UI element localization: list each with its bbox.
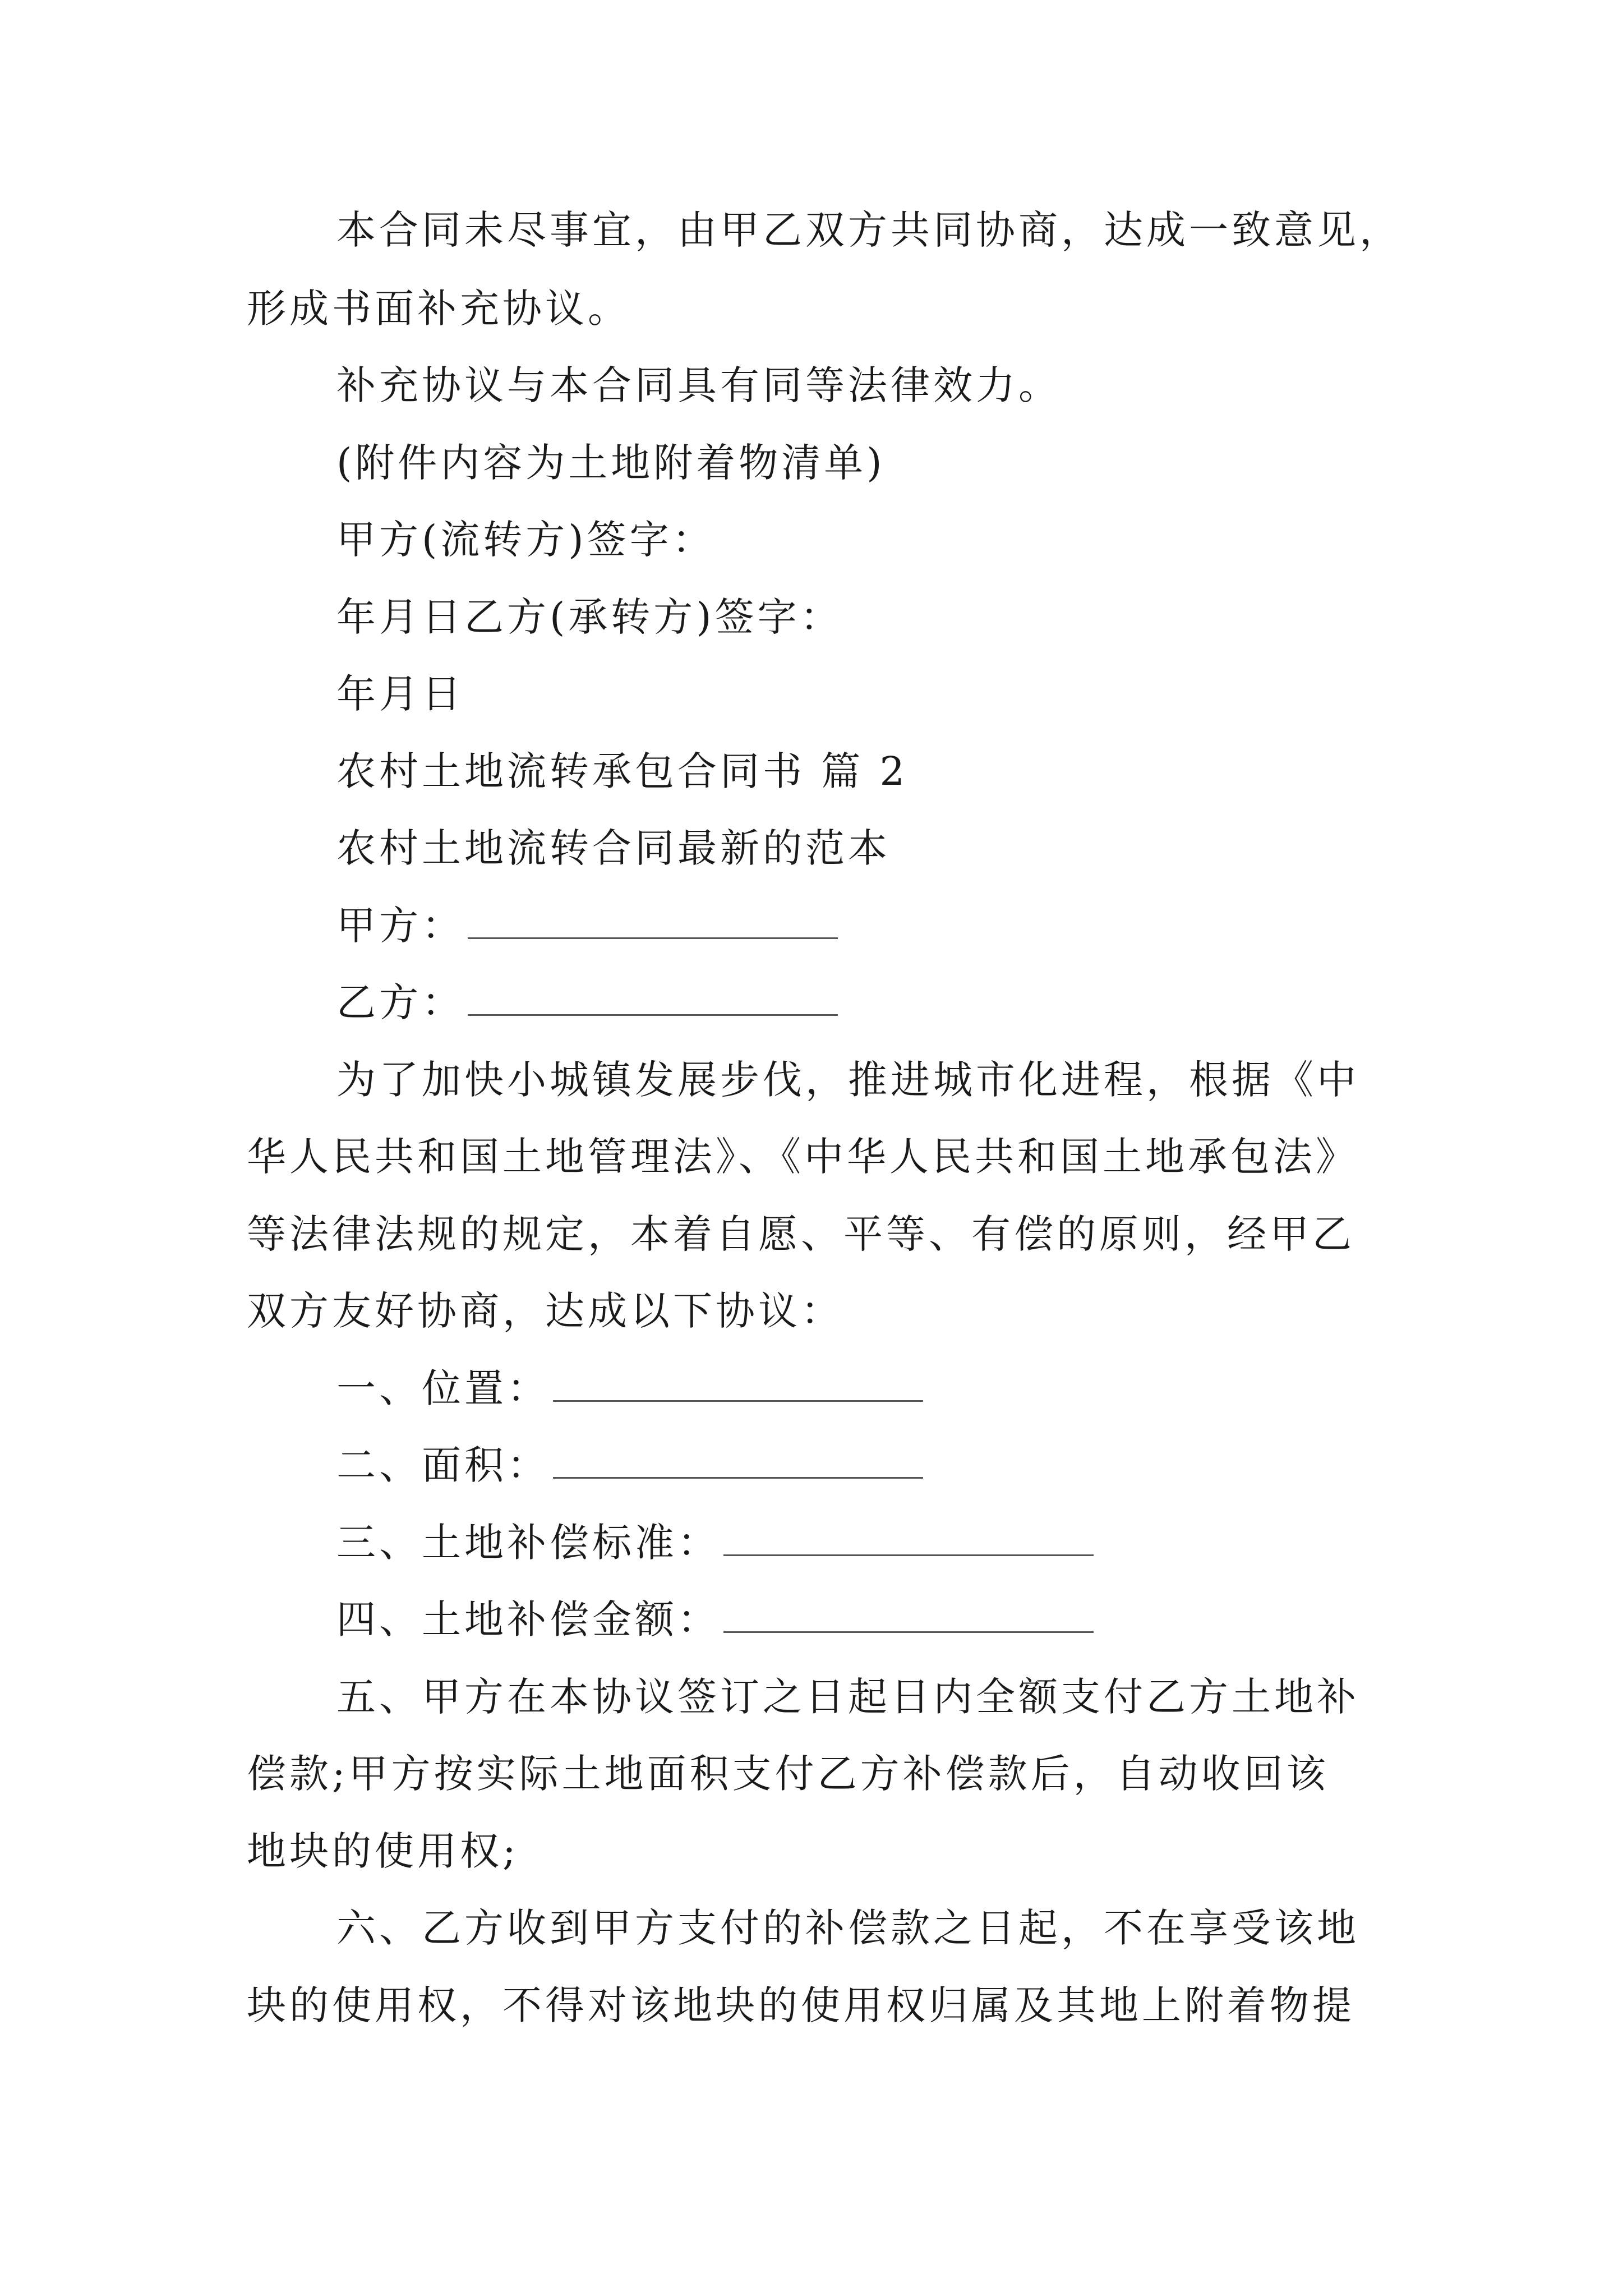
paragraph-line: 形成书面补充协议。 bbox=[247, 286, 630, 332]
document-title: 农村土地流转合同最新的范本 bbox=[336, 825, 891, 871]
compensation-amount-blank bbox=[723, 1596, 1094, 1633]
date-line: 年月日 bbox=[336, 671, 464, 717]
paragraph-line: 华人民共和国土地管理法》、《中华人民共和国土地承包法》 bbox=[247, 1134, 1358, 1180]
party-a-label: 甲方： bbox=[336, 903, 464, 949]
compensation-standard-field bbox=[336, 1515, 1094, 1571]
area-field bbox=[336, 1437, 923, 1493]
signature-line-party-a: 甲方(流转方)签字： bbox=[336, 517, 715, 563]
location-field bbox=[336, 1360, 923, 1416]
compensation-standard-label: 三、土地补偿标准： bbox=[336, 1520, 720, 1566]
compensation-amount-field bbox=[336, 1591, 1094, 1648]
party-a-field bbox=[336, 898, 838, 954]
paragraph-line: 五、甲方在本协议签订之日起日内全额支付乙方土地补 bbox=[336, 1674, 1359, 1720]
compensation-standard-blank bbox=[723, 1520, 1094, 1556]
paragraph-line: 块的使用权，不得对该地块的使用权归属及其地上附着物提 bbox=[247, 1982, 1355, 2028]
paragraph-line: 本合同未尽事宜，由甲乙双方共同协商，达成一致意见， bbox=[336, 207, 1402, 253]
party-b-blank bbox=[468, 979, 838, 1016]
party-b-label: 乙方： bbox=[336, 979, 464, 1025]
paragraph-line: 偿款;甲方按实际土地面积支付乙方补偿款后，自动收回该 bbox=[247, 1751, 1329, 1797]
location-blank bbox=[553, 1365, 923, 1402]
party-b-field bbox=[336, 974, 838, 1030]
area-blank bbox=[553, 1442, 923, 1479]
paragraph-line: 等法律法规的规定，本着自愿、平等、有偿的原则，经甲乙 bbox=[247, 1211, 1355, 1257]
paragraph-line: (附件内容为土地附着物清单) bbox=[336, 440, 886, 486]
location-label: 一、位置： bbox=[336, 1365, 550, 1411]
area-label: 二、面积： bbox=[336, 1442, 550, 1488]
section-heading: 农村土地流转承包合同书 篇 2 bbox=[336, 748, 909, 794]
paragraph-line: 补充协议与本合同具有同等法律效力。 bbox=[336, 362, 1061, 408]
paragraph-line: 六、乙方收到甲方支付的补偿款之日起，不在享受该地 bbox=[336, 1905, 1359, 1951]
paragraph-line: 双方友好协商，达成以下协议： bbox=[247, 1288, 843, 1334]
signature-line-party-b: 年月日乙方(承转方)签字： bbox=[336, 594, 843, 640]
party-a-blank bbox=[468, 903, 838, 939]
paragraph-line: 为了加快小城镇发展步伐，推进城市化进程，根据《中 bbox=[336, 1057, 1359, 1103]
compensation-amount-label: 四、土地补偿金额： bbox=[336, 1596, 720, 1642]
paragraph-line: 地块的使用权; bbox=[247, 1828, 519, 1874]
